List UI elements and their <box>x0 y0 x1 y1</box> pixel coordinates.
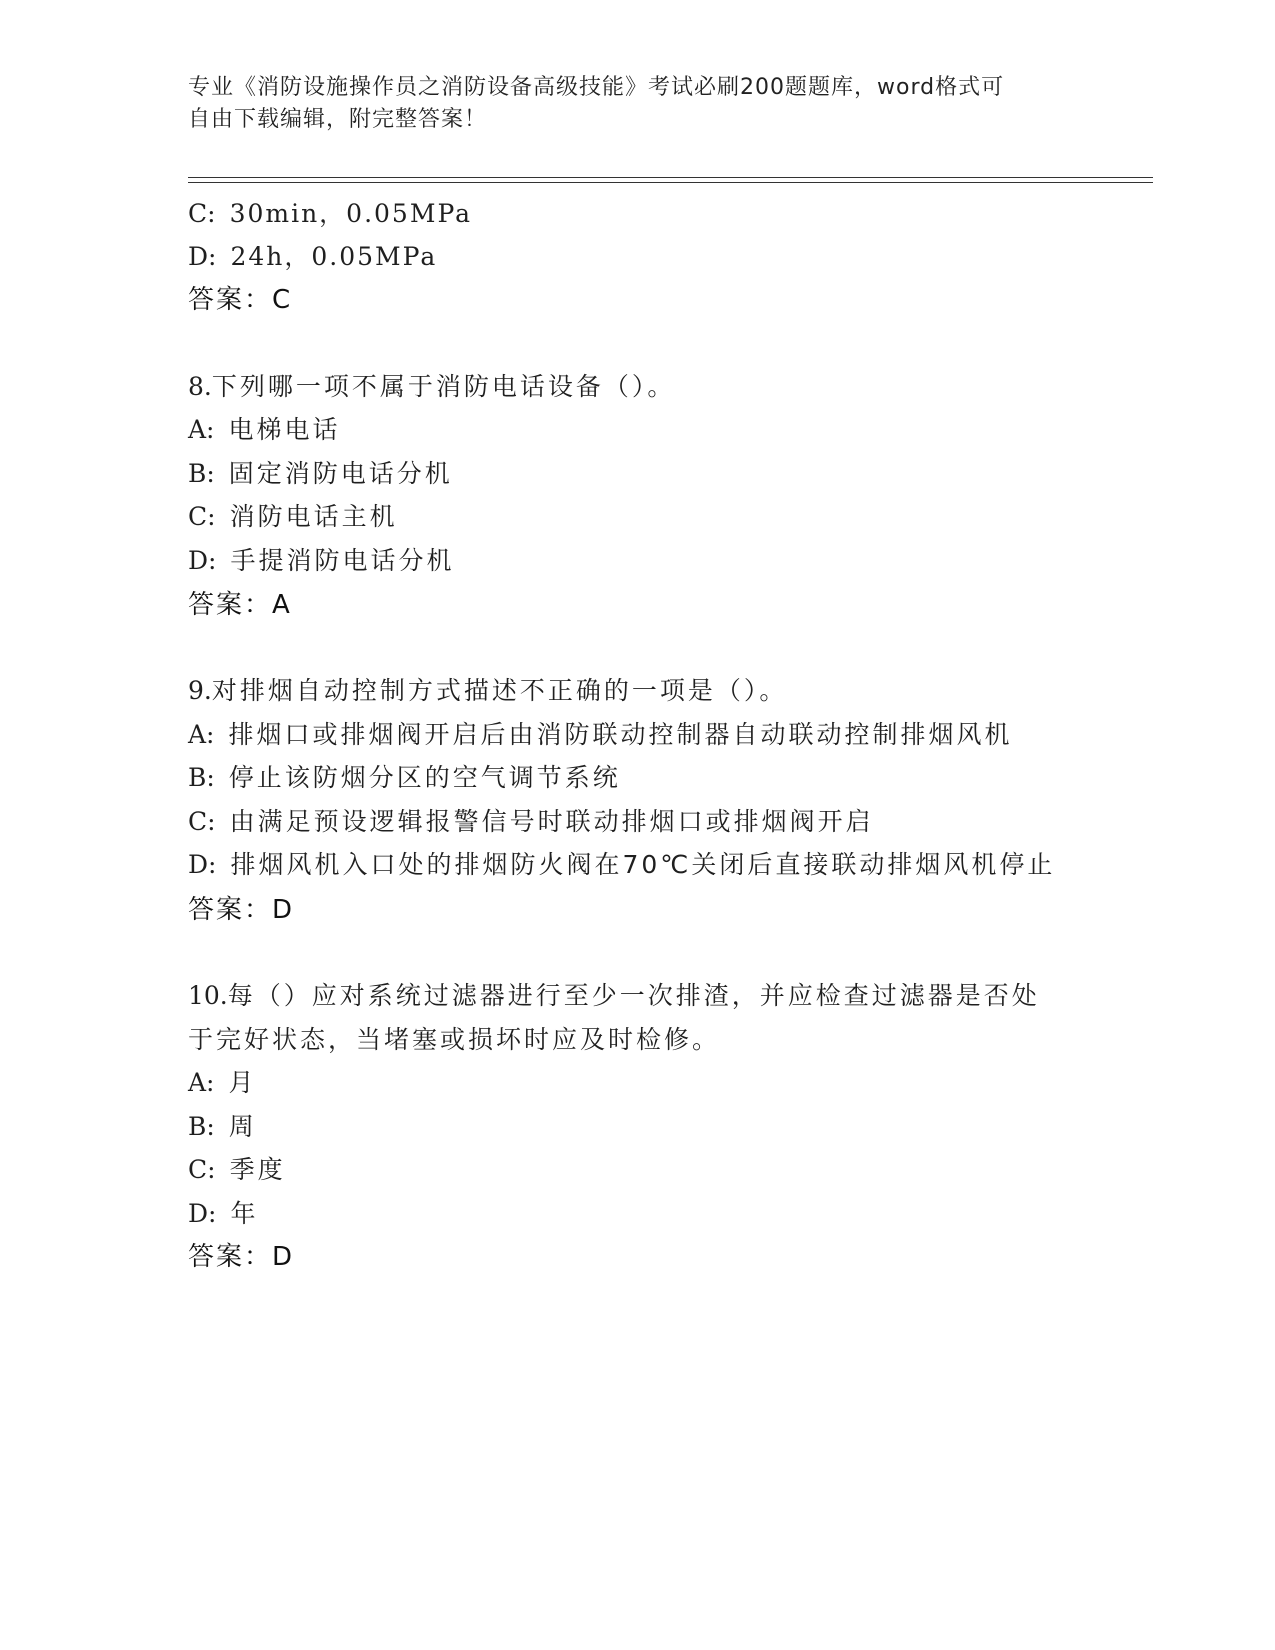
option-key: C: <box>188 1155 216 1184</box>
option-key: D: <box>188 1199 217 1228</box>
option-a <box>188 715 1013 751</box>
option-c <box>188 194 472 230</box>
answer-line: 答案：C <box>188 285 293 315</box>
option-text: 由满足预设逻辑报警信号时联动排烟口或排烟阀开启 <box>229 807 874 836</box>
question-text: 每（）应对系统过滤器进行至少一次排渣，并应检查过滤器是否处 <box>227 981 1040 1010</box>
question-stem <box>188 976 1040 1012</box>
option-key: B: <box>188 459 215 488</box>
option-text: 手提消防电话分机 <box>230 546 455 575</box>
question-stem-continued: 于完好状态，当堵塞或损坏时应及时检修。 <box>188 1025 721 1054</box>
option-key: C: <box>188 807 216 836</box>
option-d <box>188 237 437 273</box>
header-divider-top <box>188 177 1153 178</box>
option-key: C: <box>188 199 216 228</box>
option-d <box>188 541 454 577</box>
option-text: 排烟口或排烟阀开启后由消防联动控制器自动联动控制排烟风机 <box>228 720 1013 749</box>
option-text: 电梯电话 <box>228 415 341 444</box>
option-c <box>188 1150 286 1186</box>
option-b <box>188 1107 257 1143</box>
option-text: 24h，0.05MPa <box>230 242 438 271</box>
option-d <box>188 845 1055 881</box>
option-b <box>188 758 621 794</box>
question-number: 8. <box>188 372 212 401</box>
question-stem <box>188 671 787 707</box>
document-header <box>188 72 1068 136</box>
option-text: 周 <box>228 1112 257 1141</box>
option-b <box>188 454 453 490</box>
option-text: 季度 <box>229 1155 286 1184</box>
answer-line: 答案：D <box>188 1242 295 1272</box>
option-a <box>188 1063 257 1099</box>
answer-line: 答案：A <box>188 590 292 620</box>
option-key: B: <box>188 763 215 792</box>
question-text: 下列哪一项不属于消防电话设备（）。 <box>211 372 676 401</box>
option-key: D: <box>188 242 217 271</box>
option-key: C: <box>188 502 216 531</box>
option-key: A: <box>188 720 215 749</box>
answer-line: 答案：D <box>188 895 295 925</box>
option-text: 年 <box>230 1199 259 1228</box>
question-number: 9. <box>188 676 212 705</box>
option-key: D: <box>188 850 217 879</box>
header-line-1: 专业《消防设施操作员之消防设备高级技能》考试必刷200题题库，word格式可 <box>188 75 1005 100</box>
option-key: A: <box>188 1068 215 1097</box>
question-text: 对排烟自动控制方式描述不正确的一项是（）。 <box>211 676 788 705</box>
question-stem <box>188 367 675 403</box>
header-divider-bottom <box>188 182 1153 183</box>
option-text: 固定消防电话分机 <box>228 459 453 488</box>
option-text: 消防电话主机 <box>229 502 398 531</box>
header-line-2: 自由下载编辑，附完整答案！ <box>188 107 488 132</box>
option-text: 月 <box>228 1068 257 1097</box>
option-key: B: <box>188 1112 215 1141</box>
option-text: 排烟风机入口处的排烟防火阀在70℃关闭后直接联动排烟风机停止 <box>230 850 1056 879</box>
question-number: 10. <box>188 981 228 1010</box>
option-text: 30min，0.05MPa <box>229 199 473 228</box>
option-c <box>188 802 874 838</box>
option-a <box>188 410 341 446</box>
option-key: A: <box>188 415 215 444</box>
option-d <box>188 1194 258 1230</box>
option-c <box>188 497 398 533</box>
option-text: 停止该防烟分区的空气调节系统 <box>228 763 621 792</box>
option-key: D: <box>188 546 217 575</box>
